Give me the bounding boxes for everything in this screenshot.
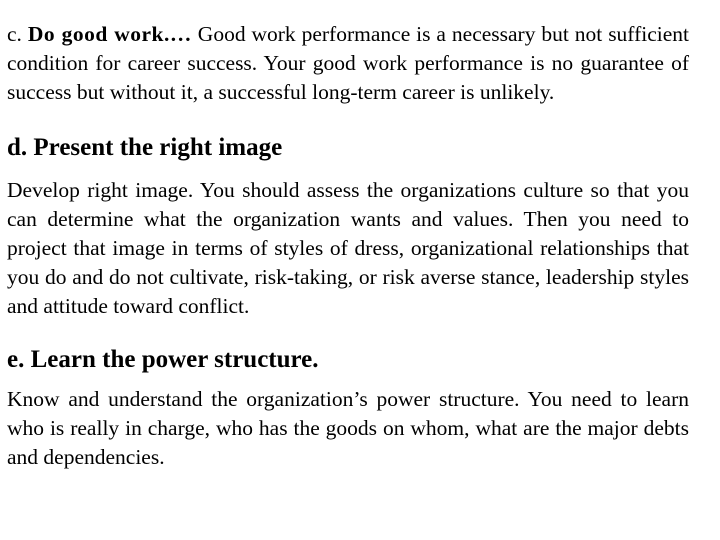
section-c-prefix: c. (7, 22, 28, 46)
document-page (7, 20, 689, 472)
section-d-paragraph: Develop right image. You should assess the organizations culture so that you can determine what the organization wants and values. Then you need to project that image in terms of styles of dress, organizational relationships that you do and do not cultivate, risk-taking, or risk averse stance, leadership styles and attitude toward conflict. (7, 178, 689, 318)
section-c-body: Good work performance is a necessary but not sufficient condition for career success. Your good work performance is no guarantee of success but without it, a successful long-term career is unlikely. (7, 22, 689, 104)
section-e-paragraph: Know and understand the organization’s power structure. You need to learn who is really in charge, who has the goods on whom, what are the major debts and dependencies. (7, 387, 689, 469)
section-d-heading: d. Present the right image (7, 134, 283, 161)
section-c-title: Do good work.… (27, 22, 192, 46)
section-c-paragraph (7, 20, 689, 107)
section-e-heading: e. Learn the power structure. (7, 346, 319, 373)
